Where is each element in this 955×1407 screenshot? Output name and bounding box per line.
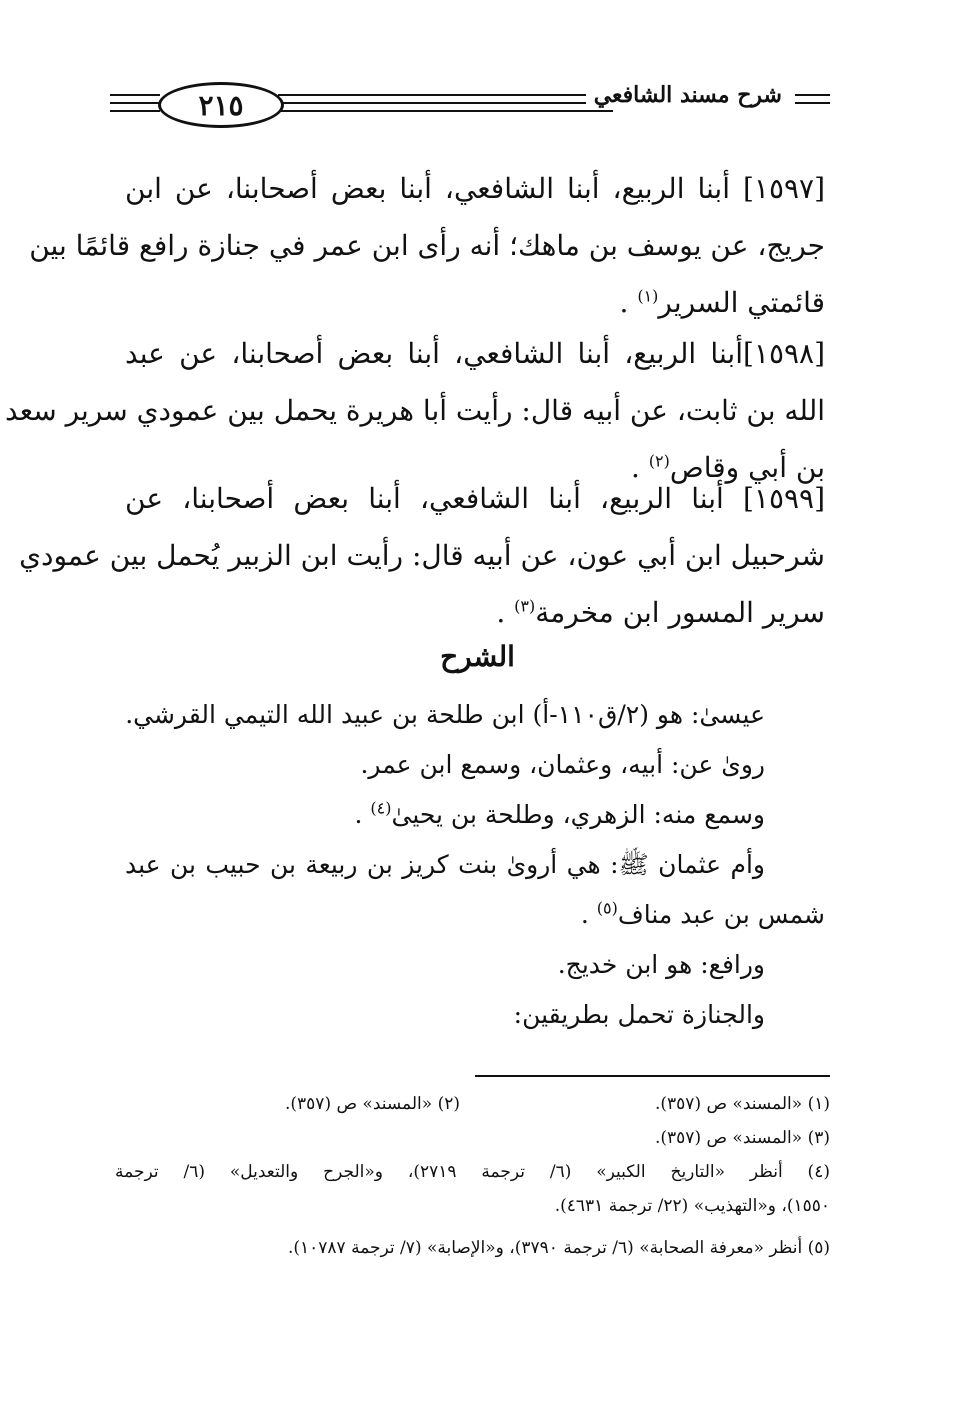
hadith-text: بن أبي وقاص (669, 451, 825, 484)
commentary-line: وسمع منه: الزهري، وطلحة بن يحيىٰ$^{(٤)}$ . (354, 798, 765, 829)
commentary-line: عيسىٰ: هو (٢/ق١١٠-أ) ابن طلحة بن عبيد الله التيمي القرشي. (125, 700, 765, 729)
footnote-ref: (١) (637, 286, 659, 306)
footnote-2: (٢) «المسند» ص (٣٥٧). (284, 1094, 460, 1114)
commentary-line: ورافع: هو ابن خديج. (557, 950, 765, 979)
hadith-line: جريج، عن يوسف بن ماهك؛ أنه رأى ابن عمر في جنازة رافع قائمًا بين (29, 229, 825, 262)
hadith-1599 (19, 470, 825, 641)
footnote-ref: (٥) (596, 898, 618, 918)
footnote-4-line2: ١٥٥٠)، و«التهذيب» (٢٢/ ترجمة ٤٦٣١). (554, 1196, 830, 1216)
footnote-ref: (٢) (648, 451, 670, 471)
footnote-3: (٣) «المسند» ص (٣٥٧). (654, 1128, 830, 1148)
hadith-line: [١٥٩٨]أبنا الربيع، أبنا الشافعي، أبنا بعض أصحابنا، عن عبد (125, 337, 825, 370)
hadith-1597 (29, 160, 825, 331)
hadith-text: قائمتي السرير (658, 286, 825, 319)
hadith-line-last: قائمتي السرير$^{(١)}$ . (619, 286, 825, 319)
footnote-ref: (٤) (370, 798, 392, 818)
commentary (125, 690, 825, 1040)
footnote-separator (475, 1075, 830, 1077)
header-rule-right-mid (795, 102, 830, 104)
commentary-line: والجنازة تحمل بطريقين: (513, 1000, 765, 1029)
commentary-text: شمس بن عبد مناف (617, 900, 825, 929)
header-rule-right-top (795, 94, 830, 96)
header-rule-left-bottom (110, 110, 160, 112)
hadith-line: الله بن ثابت، عن أبيه قال: رأيت أبا هريرة يحمل بين عمودي سرير سعد (5, 394, 825, 427)
hadith-line-last: بن أبي وقاص$^{(٢)}$ . (630, 451, 825, 484)
footnote-5: (٥) أنظر «معرفة الصحابة» (٦/ ترجمة ٣٧٩٠)، و«الإصابة» (٧/ ترجمة ١٠٧٨٧). (287, 1238, 830, 1258)
hadith-line: شرحبيل ابن أبي عون، عن أبيه قال: رأيت ابن الزبير يُحمل بين عمودي (19, 539, 825, 572)
header-rule-center-mid (278, 102, 613, 104)
footnote-row (115, 1088, 830, 1121)
header-rule-center-bottom (278, 110, 613, 112)
commentary-line: روىٰ عن: أبيه، وعثمان، وسمع ابن عمر. (360, 750, 765, 779)
page-number: ٢١٥ (158, 82, 284, 128)
commentary-text: وسمع منه: الزهري، وطلحة بن يحيىٰ (391, 800, 765, 829)
commentary-line: وأم عثمان ﷺ: هي أروىٰ بنت كريز بن ربيعة بن حبيب بن عبد (125, 850, 765, 879)
hadith-line-last: سرير المسور ابن مخرمة$^{(٣)}$ . (496, 596, 825, 629)
header-rule-left-top (110, 94, 160, 96)
section-heading: الشرح (440, 640, 515, 673)
header-rule-center-top (278, 94, 613, 96)
footnote-1: (١) «المسند» ص (٣٥٧). (654, 1094, 830, 1114)
header-rule-left-mid (110, 102, 160, 104)
page-header (110, 72, 830, 132)
footnote-ref: (٣) (514, 596, 536, 616)
hadith-line: [١٥٩٧] أبنا الربيع، أبنا الشافعي، أبنا بعض أصحابنا، عن ابن (125, 172, 825, 205)
running-title: شرح مسند الشافعي (586, 82, 790, 108)
hadith-text: سرير المسور ابن مخرمة (535, 596, 825, 629)
commentary-line: شمس بن عبد مناف$^{(٥)}$ . (580, 898, 825, 929)
hadith-line: [١٥٩٩] أبنا الربيع، أبنا الشافعي، أبنا بعض أصحابنا، عن (125, 482, 825, 515)
footnote-4-line1: (٤) أنظر «التاريخ الكبير» (٦/ ترجمة ٢٧١٩)، و«الجرح والتعديل» (٦/ ترجمة (115, 1162, 830, 1182)
